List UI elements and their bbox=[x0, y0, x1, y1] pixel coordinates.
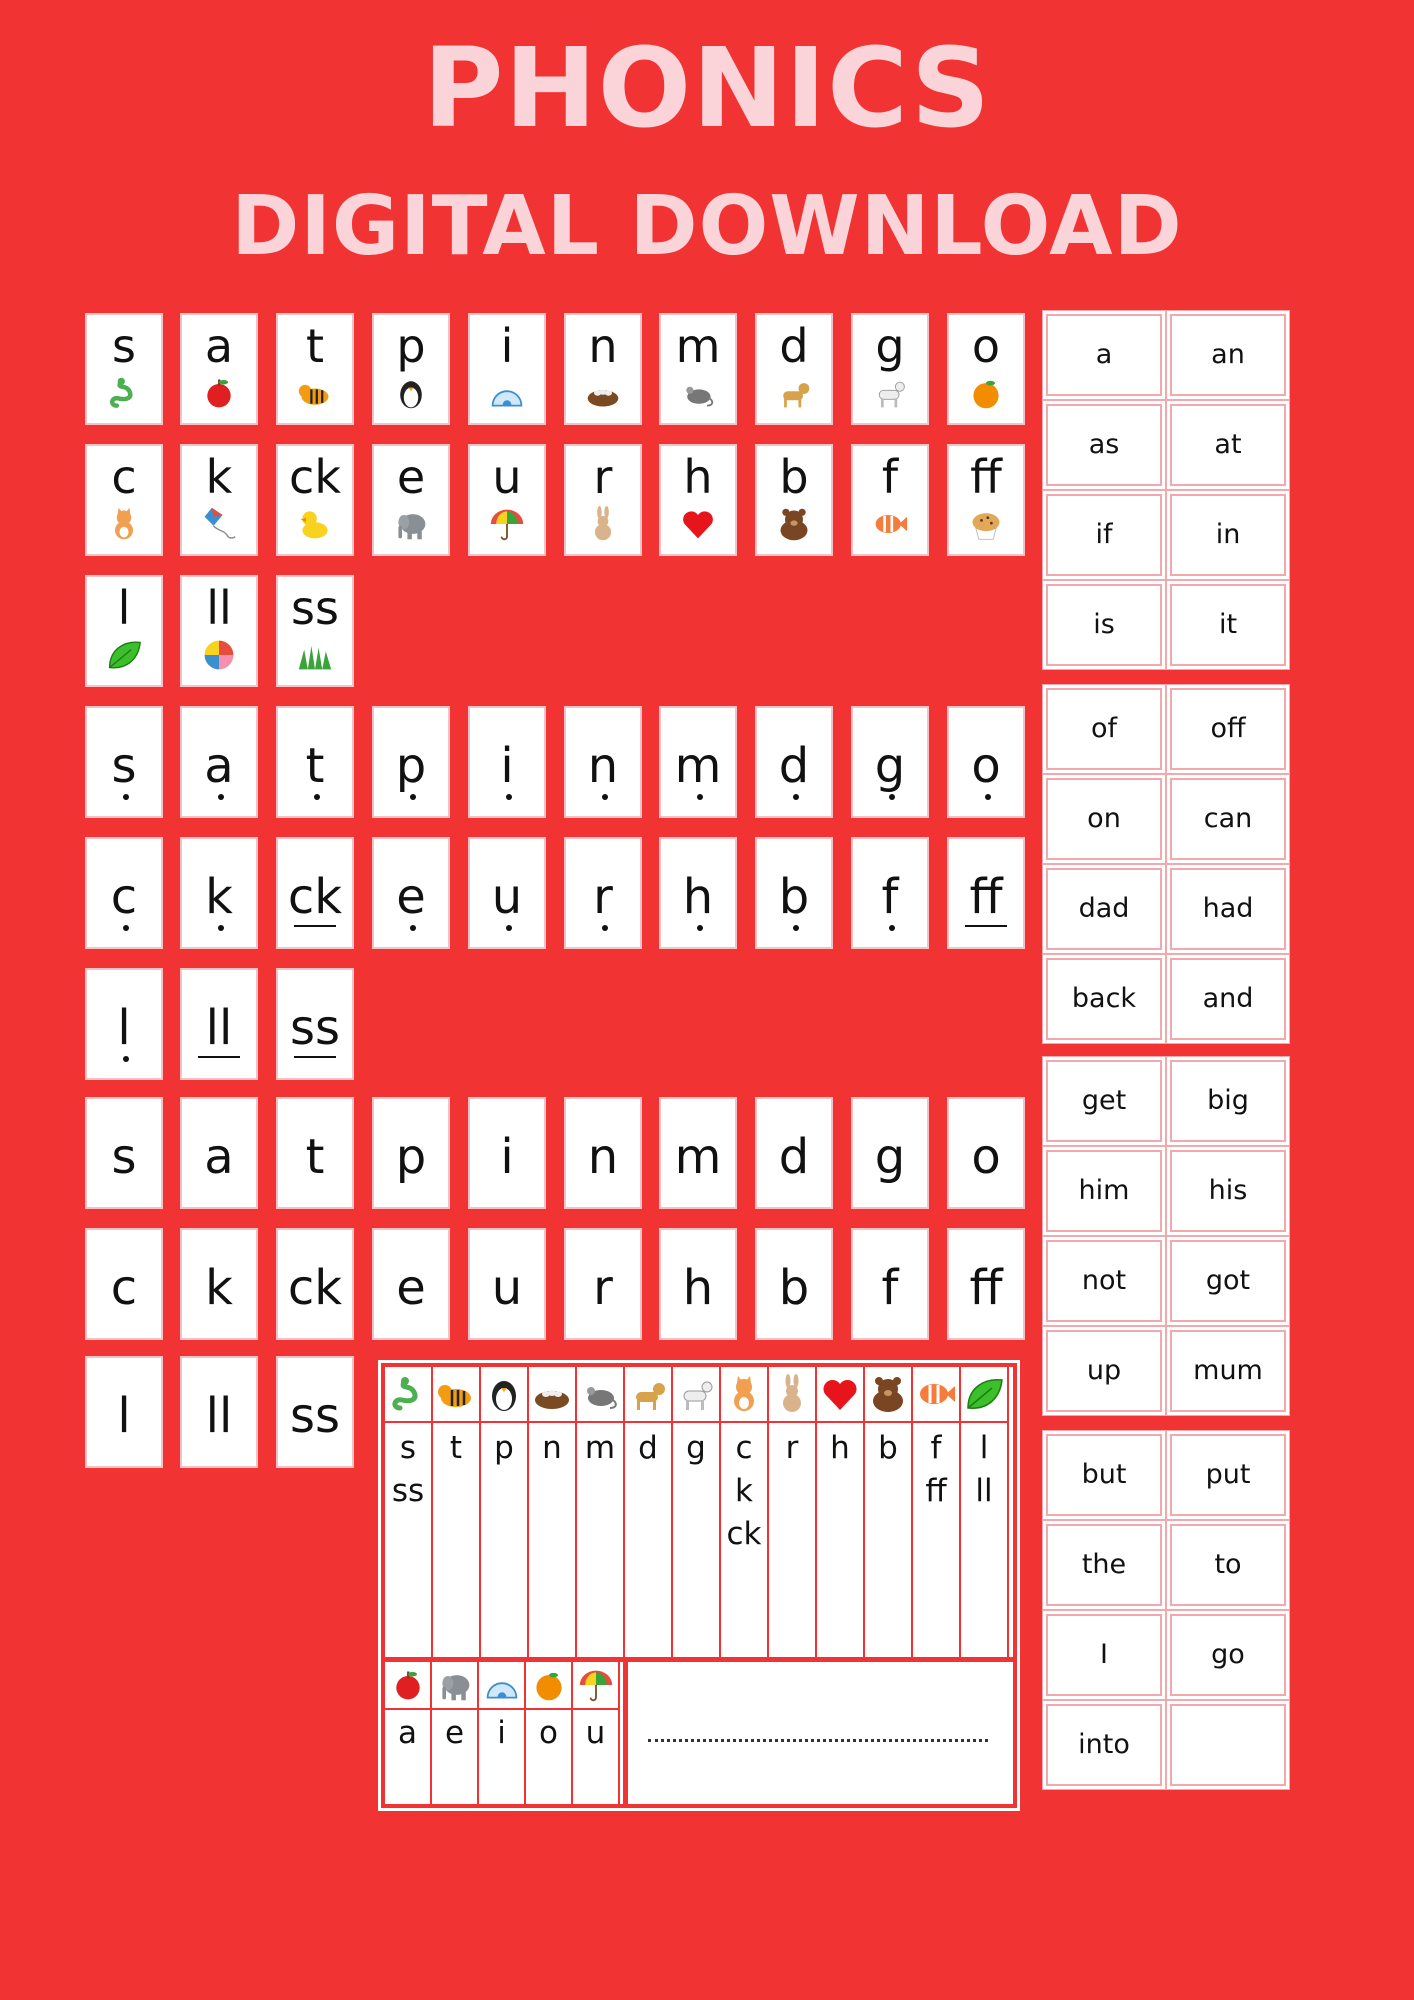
chart-vowel-letter: e bbox=[444, 1715, 465, 1751]
card-letter: f bbox=[881, 450, 899, 504]
snake-icon bbox=[104, 375, 144, 411]
chart-letter: l bbox=[979, 1430, 989, 1466]
picture-card-f[interactable] bbox=[851, 444, 929, 556]
chart-vowel-o bbox=[526, 1662, 573, 1804]
page-title: PHONICS bbox=[422, 24, 992, 152]
picture-card-m[interactable] bbox=[659, 313, 737, 425]
card-letter: s bbox=[111, 738, 137, 794]
heart-icon bbox=[820, 1374, 860, 1414]
card-letter: k bbox=[205, 869, 233, 925]
picture-card-ss[interactable] bbox=[276, 575, 354, 687]
writing-line[interactable] bbox=[648, 1739, 988, 1742]
picture-card-ff[interactable] bbox=[947, 444, 1025, 556]
plain-card-m[interactable] bbox=[659, 1097, 737, 1209]
plain-card-h[interactable] bbox=[659, 1228, 737, 1340]
picture-card-a[interactable] bbox=[180, 313, 258, 425]
sound-button-card-u[interactable] bbox=[468, 837, 546, 949]
chart-column-letters bbox=[769, 1423, 815, 1470]
card-letter: ll bbox=[206, 581, 232, 635]
picture-card-o[interactable] bbox=[947, 313, 1025, 425]
card-letter: d bbox=[778, 738, 810, 794]
card-letter: m bbox=[675, 319, 721, 373]
sound-dot-mark bbox=[697, 794, 703, 800]
word-card-an[interactable]: an bbox=[1170, 314, 1286, 396]
fish-icon bbox=[870, 506, 910, 542]
plain-card-i[interactable] bbox=[468, 1097, 546, 1209]
card-letter: r bbox=[593, 869, 613, 925]
muffin-icon bbox=[966, 506, 1006, 542]
card-letter: g bbox=[874, 738, 906, 794]
card-letter: u bbox=[492, 450, 522, 504]
card-letter: h bbox=[682, 869, 714, 925]
picture-card-p[interactable] bbox=[372, 313, 450, 425]
card-letter: ss bbox=[291, 581, 339, 635]
card-letter: o bbox=[971, 1129, 1001, 1185]
sound-dot-mark bbox=[602, 925, 608, 931]
tiger-icon bbox=[436, 1374, 476, 1414]
sound-button-card-s[interactable] bbox=[85, 706, 163, 818]
sound-button-card-f[interactable] bbox=[851, 837, 929, 949]
chart-column-d bbox=[625, 1367, 673, 1657]
picture-card-n[interactable] bbox=[564, 313, 642, 425]
card-letter: u bbox=[491, 869, 523, 925]
card-letter: b bbox=[778, 869, 810, 925]
word-card-get[interactable]: get bbox=[1046, 1060, 1162, 1142]
word-card-in[interactable]: in bbox=[1170, 494, 1286, 576]
fish-icon bbox=[916, 1374, 956, 1414]
card-letter: b bbox=[779, 450, 809, 504]
word-card-not[interactable]: not bbox=[1046, 1240, 1162, 1322]
sound-dot-mark bbox=[218, 925, 224, 931]
card-letter: r bbox=[593, 1260, 613, 1316]
card-letter: s bbox=[111, 1129, 137, 1185]
card-letter: b bbox=[778, 1260, 810, 1316]
sound-button-card-o[interactable] bbox=[947, 706, 1025, 818]
word-card-put[interactable]: put bbox=[1170, 1434, 1286, 1516]
dog-icon bbox=[774, 375, 814, 411]
word-card-a[interactable]: a bbox=[1046, 314, 1162, 396]
sound-button-card-e[interactable] bbox=[372, 837, 450, 949]
chart-letter: m bbox=[584, 1430, 616, 1466]
plain-card-o[interactable] bbox=[947, 1097, 1025, 1209]
chart-letter: p bbox=[494, 1430, 514, 1466]
word-card-off[interactable]: off bbox=[1170, 688, 1286, 770]
card-letter: l bbox=[117, 1388, 131, 1444]
chart-letter: ff bbox=[925, 1473, 947, 1509]
card-letter: ff bbox=[969, 869, 1003, 925]
chart-letter: ck bbox=[726, 1516, 762, 1552]
chart-letter: ss bbox=[391, 1473, 425, 1509]
card-letter: l bbox=[117, 1000, 131, 1056]
sound-button-card-c[interactable] bbox=[85, 837, 163, 949]
bear-icon bbox=[774, 506, 814, 542]
word-card-back[interactable]: back bbox=[1046, 958, 1162, 1040]
elephant-icon bbox=[391, 506, 431, 542]
card-letter: k bbox=[205, 450, 233, 504]
sound-dot-mark bbox=[889, 794, 895, 800]
card-letter: p bbox=[395, 1129, 427, 1185]
word-card-his[interactable]: his bbox=[1170, 1150, 1286, 1232]
bear-icon bbox=[868, 1374, 908, 1414]
card-letter: t bbox=[305, 738, 325, 794]
sound-button-card-b[interactable] bbox=[755, 837, 833, 949]
picture-card-g[interactable] bbox=[851, 313, 929, 425]
chart-vowel-letter: a bbox=[398, 1715, 417, 1751]
orange-icon bbox=[531, 1667, 567, 1703]
word-card-mum[interactable]: mum bbox=[1170, 1330, 1286, 1412]
picture-card-ll[interactable] bbox=[180, 575, 258, 687]
sound-button-card-a[interactable] bbox=[180, 706, 258, 818]
chart-letter: k bbox=[735, 1473, 753, 1509]
sound-button-card-d[interactable] bbox=[755, 706, 833, 818]
card-letter: o bbox=[971, 738, 1001, 794]
chart-column-letters bbox=[529, 1423, 575, 1470]
picture-card-e[interactable] bbox=[372, 444, 450, 556]
elephant-icon bbox=[437, 1667, 473, 1703]
chart-column-letters bbox=[721, 1423, 767, 1556]
sound-button-card-ff[interactable] bbox=[947, 837, 1025, 949]
duck-icon bbox=[295, 506, 335, 542]
page-subtitle: DIGITAL DOWNLOAD bbox=[231, 179, 1183, 274]
plain-card-n[interactable] bbox=[564, 1097, 642, 1209]
plain-card-g[interactable] bbox=[851, 1097, 929, 1209]
chart-letter: d bbox=[638, 1430, 658, 1466]
sound-button-card-t[interactable] bbox=[276, 706, 354, 818]
word-card-go[interactable]: go bbox=[1170, 1614, 1286, 1696]
word-card-him[interactable]: him bbox=[1046, 1150, 1162, 1232]
chart-vowel-a bbox=[385, 1662, 432, 1804]
chart-letter: r bbox=[785, 1430, 799, 1466]
picture-card-d[interactable] bbox=[755, 313, 833, 425]
umbrella-icon bbox=[487, 506, 527, 542]
word-card-on[interactable]: on bbox=[1046, 778, 1162, 860]
word-card-is[interactable]: is bbox=[1046, 584, 1162, 666]
mouse-icon bbox=[678, 375, 718, 411]
plain-card-s[interactable] bbox=[85, 1097, 163, 1209]
chart-column-letters bbox=[673, 1423, 719, 1470]
word-card-blank[interactable] bbox=[1170, 1704, 1286, 1786]
sound-line-mark bbox=[294, 925, 336, 927]
sound-dot-mark bbox=[410, 794, 416, 800]
card-letter: u bbox=[491, 1260, 523, 1316]
chart-letter: ll bbox=[975, 1473, 993, 1509]
card-letter: m bbox=[674, 1129, 722, 1185]
goat-icon bbox=[870, 375, 910, 411]
chart-vowel-letter: i bbox=[497, 1715, 506, 1751]
nest-icon bbox=[583, 375, 623, 411]
sound-button-card-g[interactable] bbox=[851, 706, 929, 818]
chart-letter: b bbox=[878, 1430, 898, 1466]
apple-icon bbox=[199, 375, 239, 411]
card-letter: ck bbox=[287, 869, 343, 925]
chart-column-letters bbox=[577, 1423, 623, 1470]
card-letter: e bbox=[396, 1260, 426, 1316]
chart-letter: s bbox=[399, 1430, 417, 1466]
chart-column-l bbox=[961, 1367, 1009, 1657]
chart-vowel-divider bbox=[623, 1662, 628, 1804]
card-letter: l bbox=[117, 581, 131, 635]
chart-letter: h bbox=[830, 1430, 850, 1466]
chart-vowel-e bbox=[432, 1662, 479, 1804]
plain-card-e[interactable] bbox=[372, 1228, 450, 1340]
sound-dot-mark bbox=[506, 925, 512, 931]
leaf-icon bbox=[104, 637, 144, 673]
word-card-and[interactable]: and bbox=[1170, 958, 1286, 1040]
sound-button-card-ll[interactable] bbox=[180, 968, 258, 1080]
card-letter: ll bbox=[205, 1388, 233, 1444]
grass-icon bbox=[295, 637, 335, 673]
card-letter: h bbox=[683, 450, 713, 504]
chart-vowel-u bbox=[573, 1662, 620, 1804]
chart-column-p bbox=[481, 1367, 529, 1657]
goat-icon bbox=[676, 1374, 716, 1414]
plain-card-b[interactable] bbox=[755, 1228, 833, 1340]
word-card-dad[interactable]: dad bbox=[1046, 868, 1162, 950]
chart-column-h bbox=[817, 1367, 865, 1657]
kite-icon bbox=[199, 506, 239, 542]
chart-column-t bbox=[433, 1367, 481, 1657]
word-card-had[interactable]: had bbox=[1170, 868, 1286, 950]
chart-column-letters bbox=[961, 1423, 1007, 1513]
apple-icon bbox=[390, 1667, 426, 1703]
plain-card-k[interactable] bbox=[180, 1228, 258, 1340]
card-letter: n bbox=[587, 738, 619, 794]
heart-icon bbox=[678, 506, 718, 542]
card-letter: ff bbox=[970, 450, 1002, 504]
sound-dot-mark bbox=[889, 925, 895, 931]
sound-dot-mark bbox=[506, 794, 512, 800]
card-letter: i bbox=[500, 738, 514, 794]
card-letter: ck bbox=[289, 450, 341, 504]
sound-dot-mark bbox=[602, 794, 608, 800]
card-letter: s bbox=[112, 319, 136, 373]
picture-card-u[interactable] bbox=[468, 444, 546, 556]
rabbit-icon bbox=[772, 1374, 812, 1414]
card-letter: i bbox=[500, 319, 514, 373]
card-letter: f bbox=[881, 1260, 899, 1316]
plain-card-p[interactable] bbox=[372, 1097, 450, 1209]
sound-line-mark bbox=[198, 1056, 240, 1058]
sound-dot-mark bbox=[985, 794, 991, 800]
sound-button-card-ck[interactable] bbox=[276, 837, 354, 949]
sound-dot-mark bbox=[697, 925, 703, 931]
sound-dot-mark bbox=[410, 925, 416, 931]
igloo-icon bbox=[487, 375, 527, 411]
card-letter: h bbox=[682, 1260, 714, 1316]
word-card-of[interactable]: of bbox=[1046, 688, 1162, 770]
mouse-icon bbox=[580, 1374, 620, 1414]
word-card-if[interactable]: if bbox=[1046, 494, 1162, 576]
card-letter: d bbox=[779, 319, 809, 373]
sound-dot-mark bbox=[793, 794, 799, 800]
sound-dot-mark bbox=[793, 925, 799, 931]
plain-card-f[interactable] bbox=[851, 1228, 929, 1340]
card-letter: e bbox=[396, 450, 426, 504]
dog-icon bbox=[628, 1374, 668, 1414]
chart-letter: t bbox=[449, 1430, 463, 1466]
card-letter: c bbox=[110, 1260, 138, 1316]
sound-button-card-m[interactable] bbox=[659, 706, 737, 818]
card-letter: d bbox=[778, 1129, 810, 1185]
card-letter: a bbox=[204, 319, 234, 373]
word-card-it[interactable]: it bbox=[1170, 584, 1286, 666]
penguin-icon bbox=[391, 375, 431, 411]
sound-dot-mark bbox=[123, 925, 129, 931]
card-letter: i bbox=[500, 1129, 514, 1185]
sound-button-card-n[interactable] bbox=[564, 706, 642, 818]
chart-column-letters bbox=[625, 1423, 671, 1470]
sound-dot-mark bbox=[123, 1056, 129, 1062]
picture-card-s[interactable] bbox=[85, 313, 163, 425]
picture-card-c[interactable] bbox=[85, 444, 163, 556]
leaf-icon bbox=[964, 1374, 1004, 1414]
card-letter: ck bbox=[287, 1260, 343, 1316]
card-letter: ss bbox=[289, 1000, 340, 1056]
chart-column-letters bbox=[913, 1423, 959, 1513]
picture-card-b[interactable] bbox=[755, 444, 833, 556]
card-letter: k bbox=[205, 1260, 233, 1316]
card-letter: ff bbox=[969, 1260, 1003, 1316]
penguin-icon bbox=[484, 1374, 524, 1414]
chart-vowel-letter: u bbox=[585, 1715, 606, 1751]
chart-column-g bbox=[673, 1367, 721, 1657]
sound-button-card-r[interactable] bbox=[564, 837, 642, 949]
chart-column-letters bbox=[385, 1423, 431, 1513]
chart-vowel-i bbox=[479, 1662, 526, 1804]
picture-card-r[interactable] bbox=[564, 444, 642, 556]
plain-card-r[interactable] bbox=[564, 1228, 642, 1340]
snake-icon bbox=[388, 1374, 428, 1414]
card-letter: n bbox=[587, 1129, 619, 1185]
chart-column-n bbox=[529, 1367, 577, 1657]
card-letter: c bbox=[110, 869, 138, 925]
card-letter: ss bbox=[289, 1388, 340, 1444]
card-letter: p bbox=[395, 738, 427, 794]
sound-dot-mark bbox=[218, 794, 224, 800]
card-letter: c bbox=[111, 450, 137, 504]
picture-card-h[interactable] bbox=[659, 444, 737, 556]
sound-button-card-k[interactable] bbox=[180, 837, 258, 949]
card-letter: o bbox=[971, 319, 1001, 373]
word-card-the[interactable]: the bbox=[1046, 1524, 1162, 1606]
cat-icon bbox=[724, 1374, 764, 1414]
igloo-icon bbox=[484, 1667, 520, 1703]
picture-card-l[interactable] bbox=[85, 575, 163, 687]
card-letter: ll bbox=[205, 1000, 233, 1056]
tiger-icon bbox=[295, 375, 335, 411]
word-card-at[interactable]: at bbox=[1170, 404, 1286, 486]
chart-column-m bbox=[577, 1367, 625, 1657]
chart-column-s bbox=[385, 1367, 433, 1657]
plain-card-ll[interactable] bbox=[180, 1356, 258, 1468]
cat-icon bbox=[104, 506, 144, 542]
plain-card-t[interactable] bbox=[276, 1097, 354, 1209]
sound-chart bbox=[381, 1363, 1017, 1808]
sound-line-mark bbox=[294, 1056, 336, 1058]
card-letter: e bbox=[396, 869, 426, 925]
plain-card-u[interactable] bbox=[468, 1228, 546, 1340]
card-letter: r bbox=[593, 450, 613, 504]
card-letter: n bbox=[588, 319, 618, 373]
card-letter: a bbox=[204, 1129, 234, 1185]
plain-card-c[interactable] bbox=[85, 1228, 163, 1340]
sound-button-card-h[interactable] bbox=[659, 837, 737, 949]
word-card-as[interactable]: as bbox=[1046, 404, 1162, 486]
card-letter: p bbox=[396, 319, 426, 373]
card-letter: m bbox=[674, 738, 722, 794]
picture-card-i[interactable] bbox=[468, 313, 546, 425]
picture-card-k[interactable] bbox=[180, 444, 258, 556]
plain-card-ck[interactable] bbox=[276, 1228, 354, 1340]
plain-card-d[interactable] bbox=[755, 1097, 833, 1209]
nest-icon bbox=[532, 1374, 572, 1414]
chart-column-letters bbox=[865, 1423, 911, 1470]
sound-button-card-l[interactable] bbox=[85, 968, 163, 1080]
chart-letter: n bbox=[542, 1430, 562, 1466]
chart-vowel-letter: o bbox=[539, 1715, 558, 1751]
card-letter: t bbox=[305, 1129, 325, 1185]
plain-card-ss[interactable] bbox=[276, 1356, 354, 1468]
sound-dot-mark bbox=[314, 794, 320, 800]
sound-button-card-i[interactable] bbox=[468, 706, 546, 818]
chart-column-c bbox=[721, 1367, 769, 1657]
chart-letter: f bbox=[930, 1430, 942, 1466]
word-card-to[interactable]: to bbox=[1170, 1524, 1286, 1606]
sound-dot-mark bbox=[123, 794, 129, 800]
card-letter: g bbox=[875, 319, 905, 373]
word-card-can[interactable]: can bbox=[1170, 778, 1286, 860]
card-letter: f bbox=[881, 869, 899, 925]
card-letter: g bbox=[874, 1129, 906, 1185]
word-card-i[interactable]: I bbox=[1046, 1614, 1162, 1696]
word-card-into[interactable]: into bbox=[1046, 1704, 1162, 1786]
chart-column-letters bbox=[817, 1423, 863, 1470]
sound-button-card-ss[interactable] bbox=[276, 968, 354, 1080]
ball-icon bbox=[199, 637, 239, 673]
sound-line-mark bbox=[965, 925, 1007, 927]
chart-column-letters bbox=[481, 1423, 527, 1470]
chart-column-b bbox=[865, 1367, 913, 1657]
rabbit-icon bbox=[583, 506, 623, 542]
word-card-but[interactable]: but bbox=[1046, 1434, 1162, 1516]
orange-icon bbox=[966, 375, 1006, 411]
umbrella-icon bbox=[578, 1667, 614, 1703]
chart-column-letters bbox=[433, 1423, 479, 1470]
picture-card-ck[interactable] bbox=[276, 444, 354, 556]
chart-column-f bbox=[913, 1367, 961, 1657]
word-card-big[interactable]: big bbox=[1170, 1060, 1286, 1142]
chart-column-r bbox=[769, 1367, 817, 1657]
chart-letter: c bbox=[735, 1430, 753, 1466]
plain-card-l[interactable] bbox=[85, 1356, 163, 1468]
sound-button-card-p[interactable] bbox=[372, 706, 450, 818]
plain-card-a[interactable] bbox=[180, 1097, 258, 1209]
word-card-up[interactable]: up bbox=[1046, 1330, 1162, 1412]
card-letter: t bbox=[305, 319, 325, 373]
card-letter: a bbox=[204, 738, 234, 794]
picture-card-t[interactable] bbox=[276, 313, 354, 425]
chart-letter: g bbox=[686, 1430, 706, 1466]
plain-card-ff[interactable] bbox=[947, 1228, 1025, 1340]
word-card-got[interactable]: got bbox=[1170, 1240, 1286, 1322]
